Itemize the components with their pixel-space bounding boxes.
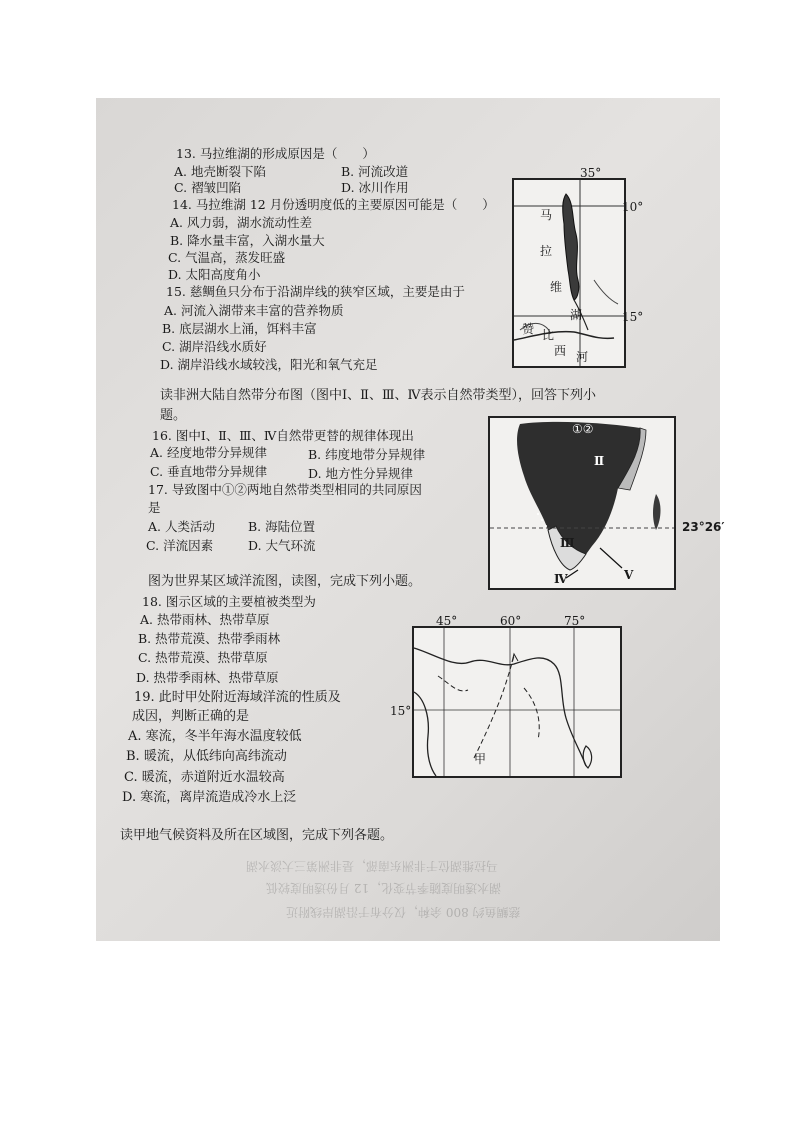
- africa-latitude-label: 23°26′: [682, 520, 725, 534]
- question-15-option-d: D. 湖岸沿线水域较浅，阳光和氧气充足: [160, 357, 378, 372]
- question-13-option-d: D. 冰川作用: [341, 180, 409, 195]
- question-19-stem-cont: 成因，判断正确的是: [132, 709, 250, 724]
- ocean-current-figure: [414, 628, 620, 776]
- question-18-option-d: D. 热带季雨林、热带草原: [136, 670, 279, 685]
- question-14-option-a: A. 风力弱，湖水流动性差: [170, 215, 312, 230]
- question-14-option-b: B. 降水量丰富，入湖水量大: [170, 233, 325, 248]
- ocean-map-lon-label: 60°: [500, 614, 522, 628]
- map-label-bi: 比: [542, 328, 555, 342]
- question-16-option-d: D. 地方性分异规律: [308, 466, 414, 481]
- question-17-stem-cont: 是: [148, 500, 161, 515]
- ocean-current-map: [390, 614, 622, 778]
- question-19-option-c: C. 暖流，赤道附近水温较高: [124, 770, 285, 785]
- map-label-zan: 赞: [522, 322, 535, 336]
- question-19-stem: 19. 此时甲处附近海域洋流的性质及: [134, 690, 341, 705]
- question-18-stem: 18. 图示区域的主要植被类型为: [142, 594, 316, 609]
- question-14-stem: 14. 马拉维湖 12 月份透明度低的主要原因可能是（ ）: [172, 197, 495, 212]
- question-15-option-c: C. 湖岸沿线水质好: [162, 339, 267, 354]
- question-18-option-b: B. 热带荒漠、热带季雨林: [138, 631, 281, 646]
- question-13-option-a: A. 地壳断裂下陷: [174, 164, 266, 179]
- question-13-stem: 13. 马拉维湖的形成原因是（ ）: [176, 146, 375, 161]
- africa-intro-line1: 读非洲大陆自然带分布图（图中Ⅰ、Ⅱ、Ⅲ、Ⅳ表示自然带类型），回答下列小: [160, 388, 596, 403]
- map-latitude-label: 15°: [622, 310, 644, 324]
- question-17-option-a: A. 人类活动: [148, 519, 215, 534]
- question-18-option-c: C. 热带荒漠、热带草原: [138, 650, 268, 665]
- scanned-page: [96, 98, 725, 941]
- africa-zone-circled-label: ①②: [572, 422, 594, 436]
- africa-intro-line2: 题。: [160, 408, 187, 423]
- malawi-lake-figure: [514, 180, 624, 366]
- question-18-option-a: A. 热带雨林、热带草原: [140, 612, 270, 627]
- map-longitude-label: 35°: [580, 166, 602, 180]
- question-15-option-b: B. 底层湖水上涌，饵料丰富: [162, 321, 317, 336]
- question-15-option-a: A. 河流入湖带来丰富的营养物质: [164, 303, 344, 318]
- question-17-option-c: C. 洋流因素: [146, 538, 214, 553]
- map-label-xi: 西: [554, 344, 567, 358]
- map-label-ma: 马: [540, 208, 553, 222]
- question-19-option-b: B. 暖流，从低纬向高纬流动: [126, 749, 287, 764]
- question-19-option-d: D. 寒流，离岸流造成冷水上泛: [122, 790, 297, 805]
- bleed-through-text: 马拉维湖位于非洲东南部，是非洲第三大淡水湖: [246, 859, 499, 873]
- ocean-map-jia-label: 甲: [474, 752, 487, 766]
- question-13-option-c: C. 褶皱凹陷: [174, 180, 242, 195]
- ocean-intro: 图为世界某区域洋流图，读图，完成下列小题。: [148, 574, 422, 589]
- question-14-option-c: C. 气温高，蒸发旺盛: [168, 250, 286, 265]
- question-13-option-b: B. 河流改道: [341, 164, 409, 179]
- map-label-la: 拉: [540, 244, 553, 258]
- question-16-stem: 16. 图中Ⅰ、Ⅱ、Ⅲ、Ⅳ自然带更替的规律体现出: [152, 428, 414, 443]
- ocean-map-lon-label: 45°: [436, 614, 458, 628]
- bleed-through-text: 湖水透明度随季节变化，12 月份透明度较低: [266, 881, 502, 895]
- africa-zone-4-label: Ⅳ: [554, 572, 568, 586]
- malawi-lake-map: [512, 166, 644, 368]
- question-14-option-d: D. 太阳高度角小: [168, 267, 261, 282]
- map-latitude-label: 10°: [622, 200, 644, 214]
- question-16-option-b: B. 纬度地带分异规律: [308, 447, 426, 462]
- question-16-option-c: C. 垂直地带分异规律: [150, 464, 268, 479]
- question-17-option-d: D. 大气环流: [248, 538, 316, 553]
- ocean-map-lat-label: 15°: [390, 704, 412, 718]
- question-17-stem: 17. 导致图中①②两地自然带类型相同的共同原因: [148, 482, 422, 497]
- africa-zone-3-label: Ⅲ: [560, 536, 575, 550]
- africa-zone-2-label: Ⅱ: [594, 454, 605, 468]
- ocean-map-lon-label: 75°: [564, 614, 586, 628]
- map-label-wei: 维: [550, 280, 563, 294]
- africa-figure: [490, 418, 674, 588]
- question-15-stem: 15. 慈鲷鱼只分布于沿湖岸线的狭窄区域，主要是由于: [166, 284, 465, 299]
- bleed-through-text: 慈鲷鱼约 800 余种，仅分布于沿湖岸线附近: [286, 905, 521, 919]
- map-label-he: 河: [576, 350, 589, 364]
- map-label-hu: 湖: [570, 308, 583, 322]
- question-19-option-a: A. 寒流，冬半年海水温度较低: [128, 729, 302, 744]
- africa-zone-5-label: Ⅴ: [624, 568, 634, 582]
- africa-natural-zone-map: [488, 416, 725, 590]
- climate-intro: 读甲地气候资料及所在区域图，完成下列各题。: [120, 828, 394, 843]
- question-17-option-b: B. 海陆位置: [248, 519, 316, 534]
- question-16-option-a: A. 经度地带分异规律: [150, 445, 267, 460]
